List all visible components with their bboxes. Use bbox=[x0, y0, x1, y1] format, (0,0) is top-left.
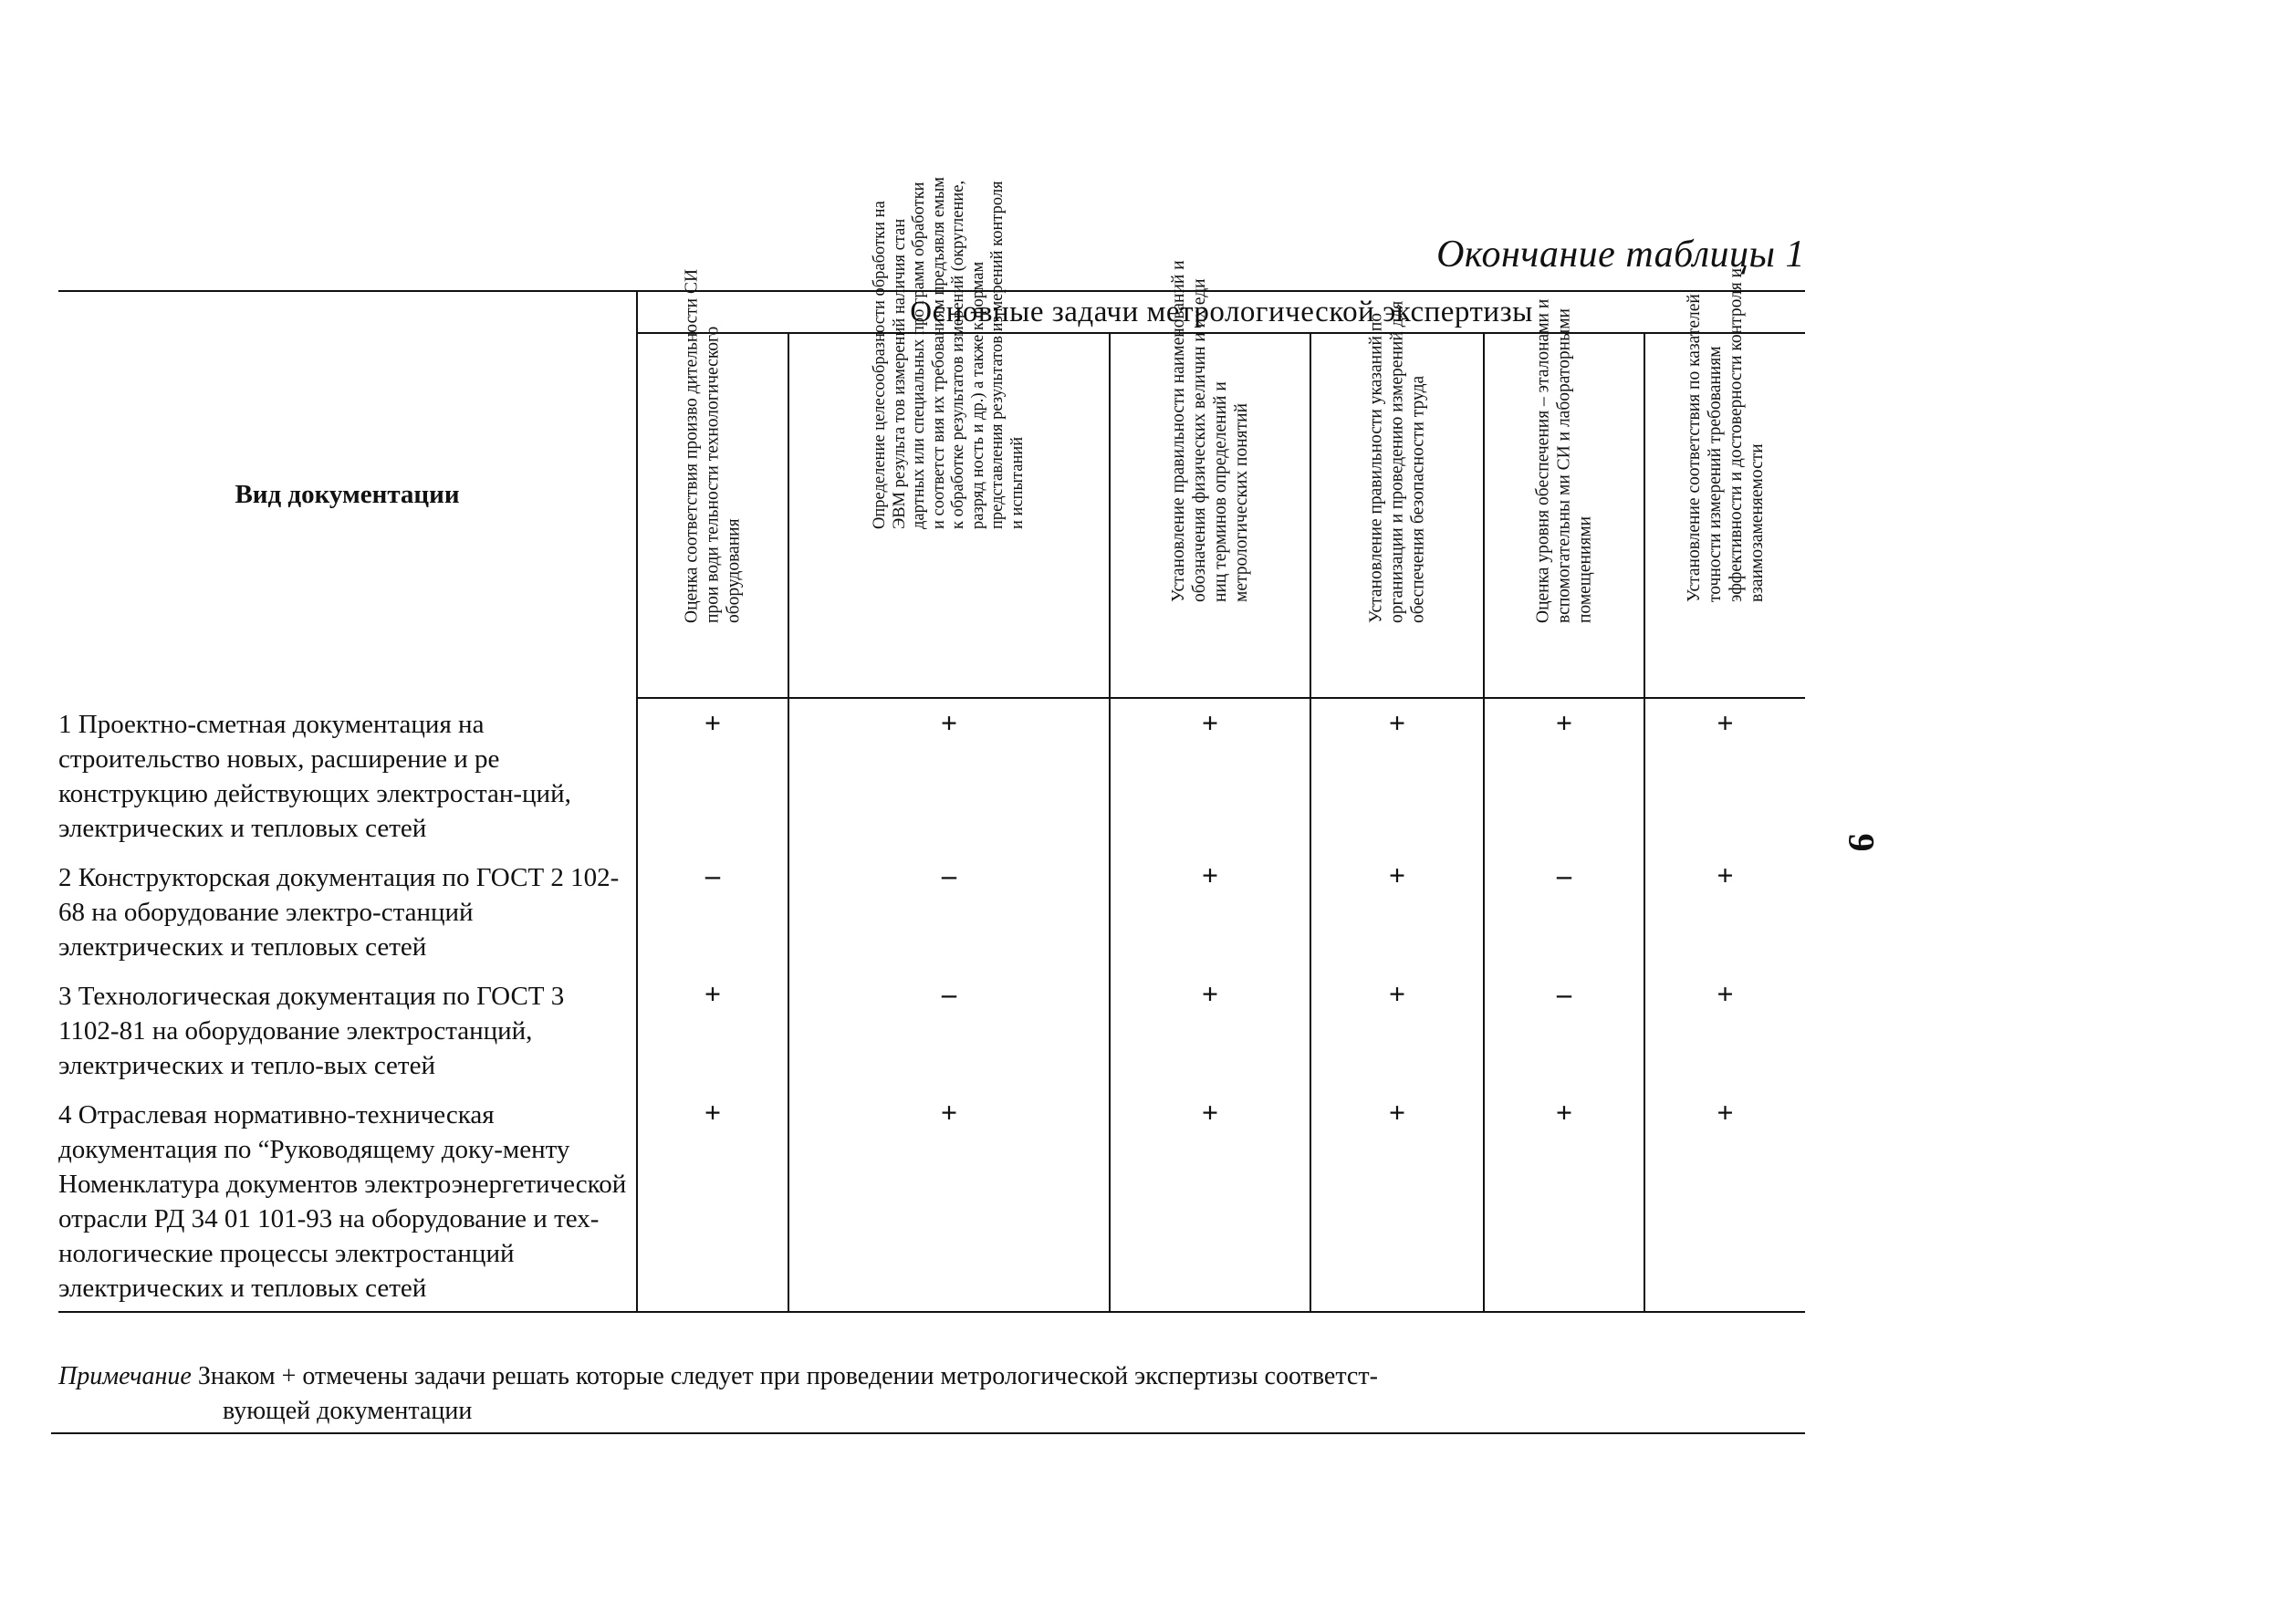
task-mark: + bbox=[1644, 970, 1805, 1088]
task-mark: – bbox=[788, 970, 1110, 1088]
column-header-text: Установление соответствия по казателей точности измерений требованиям эффективности и достоверности контроля и взаимозаменяемости bbox=[1684, 267, 1767, 602]
column-header-text: Определение целесообразности обработки на ЭВМ результа тов измерений наличия стан дартных или специальных про грамм обработки и соответст вия их требованиям предъявля емым к обработке результатов измерений (округление, разряд ность и др.) а также к формам представления результатов из мерений контроля и испытаний bbox=[871, 177, 1027, 529]
column-header bbox=[1484, 298, 1644, 698]
task-mark: + bbox=[1484, 1088, 1644, 1312]
note-label: Примечание bbox=[58, 1362, 192, 1390]
task-mark: + bbox=[1310, 1088, 1484, 1312]
column-header-text: Установление правильности наименований и обозначения физических величин и их еди ниц терминов определений и метрологических понятий bbox=[1169, 260, 1251, 602]
column-header-text: Установление правильности указаний по организации и проведению измерений для обеспечения безопасности труда bbox=[1366, 300, 1428, 623]
task-mark: – bbox=[637, 851, 788, 970]
task-mark: + bbox=[1310, 698, 1484, 851]
task-mark: + bbox=[788, 698, 1110, 851]
bottom-rule bbox=[51, 1432, 1805, 1434]
column-header-text: Оценка уровня обеспечения – эталонами и вспомогательны ми СИ и лабораторными помещениями bbox=[1533, 298, 1595, 623]
task-mark: – bbox=[1484, 851, 1644, 970]
task-mark: + bbox=[1310, 851, 1484, 970]
doc-type-header bbox=[58, 291, 637, 698]
column-header bbox=[1644, 267, 1805, 698]
table-row bbox=[58, 970, 1805, 1088]
task-mark: + bbox=[1110, 851, 1310, 970]
table-note bbox=[58, 1359, 1805, 1429]
row-label: 1 Проектно-сметная документация на строительство новых, расширение и ре конструкцию действующих электростан-ций, электрических и тепловых сетей bbox=[58, 710, 571, 843]
row-label: 4 Отраслевая нормативно-техническая документация по “Руководящему доку-менту Номенклатура документов электроэнергетической отрасли РД 34 01 101-93 на оборудование и тех-нологические процессы электростанций электрических и тепловых сетей bbox=[58, 1088, 637, 1312]
note-continuation: вующей документации bbox=[223, 1397, 473, 1425]
doc-type-header-text: Вид документации bbox=[235, 480, 460, 509]
table-caption: Окончание таблицы 1 bbox=[1436, 234, 1805, 276]
task-mark: + bbox=[1310, 970, 1484, 1088]
task-mark: + bbox=[637, 970, 788, 1088]
tasks-group-header: Основные задачи метрологической экспертизы bbox=[637, 291, 1805, 333]
task-mark: – bbox=[788, 851, 1110, 970]
note-text: Знаком + отмечены задачи решать которые следует при проведении метрологической экспертизы соответст- bbox=[197, 1362, 1378, 1390]
task-mark: + bbox=[1110, 970, 1310, 1088]
task-mark: + bbox=[637, 698, 788, 851]
page-number: 9 bbox=[1841, 833, 1883, 852]
task-mark: + bbox=[1644, 698, 1805, 851]
task-mark: – bbox=[1484, 970, 1644, 1088]
task-mark: + bbox=[637, 1088, 788, 1312]
column-header-text: Оценка соответствия произво дительности СИ прои води тельности технологического оборудования bbox=[682, 268, 744, 623]
task-mark: + bbox=[1110, 698, 1310, 851]
table-row bbox=[58, 698, 1805, 851]
column-header bbox=[1110, 260, 1310, 698]
task-mark: + bbox=[1110, 1088, 1310, 1312]
table-row bbox=[58, 851, 1805, 970]
task-mark: + bbox=[1644, 851, 1805, 970]
row-label: 3 Технологическая документация по ГОСТ 3 1102-81 на оборудование электростанций, электрических и тепло-вых сетей bbox=[58, 982, 565, 1080]
row-label: 2 Конструкторская документация по ГОСТ 2 102-68 на оборудование электро-станций электрических и тепловых сетей bbox=[58, 863, 620, 962]
column-header bbox=[1310, 300, 1484, 698]
column-header bbox=[788, 177, 1110, 698]
task-mark: + bbox=[788, 1088, 1110, 1312]
task-mark: + bbox=[1484, 698, 1644, 851]
task-mark: + bbox=[1644, 1088, 1805, 1312]
table-row bbox=[58, 1088, 1805, 1312]
column-header bbox=[637, 268, 788, 698]
